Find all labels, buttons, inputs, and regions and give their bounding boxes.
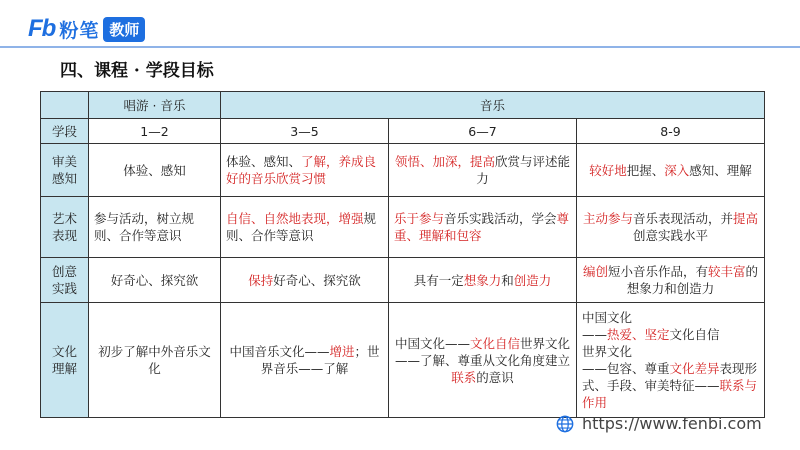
cell-text: ；世界音乐——了解	[260, 344, 380, 376]
highlight-text: 尊重、理解和包容	[394, 211, 570, 243]
highlight-text: 联系	[451, 369, 477, 385]
cell-text: 好奇心、探究欲	[273, 272, 361, 288]
highlight-text: 创造力	[513, 272, 552, 288]
table-row	[41, 303, 765, 418]
table-cell	[577, 258, 765, 303]
table-cell	[89, 303, 221, 418]
highlight-text: 编创	[582, 264, 608, 279]
cell-text: 表现形式、手段、审美特征——	[582, 361, 758, 393]
cell-text: 好奇心、探究欲	[110, 272, 199, 288]
table-cell	[577, 144, 765, 197]
cell-text: 的想象力和创造力	[626, 264, 759, 296]
brand-mark: Fb	[28, 15, 56, 42]
grade-1-2: 1—2	[89, 119, 221, 144]
footer-url-text: https://www.fenbi.com	[582, 414, 762, 433]
table-cell	[89, 197, 221, 258]
highlight-text: 较好地	[589, 162, 627, 178]
row-label: 艺术表现	[41, 197, 89, 258]
highlight-text: 较丰富	[708, 264, 746, 279]
header-yinyue: 音乐	[221, 92, 765, 119]
grade-row-label: 学段	[41, 119, 89, 144]
cell-text: 中国文化 ——	[582, 310, 633, 342]
highlight-text: 文化差异	[669, 361, 720, 376]
grade-3-5: 3—5	[221, 119, 389, 144]
table-row	[41, 258, 765, 303]
table-cell	[89, 258, 221, 303]
grade-6-7: 6—7	[389, 119, 577, 144]
cell-text: 创意实践水平	[633, 228, 709, 243]
header-corner	[41, 92, 89, 119]
table-cell	[221, 197, 389, 258]
cell-text: 中国文化——	[394, 335, 470, 351]
cell-text: 体验、感知、	[226, 154, 302, 169]
table-cell	[389, 197, 577, 258]
table-cell	[221, 144, 389, 197]
brand-badge: 教师	[103, 17, 145, 42]
section-title: 四、课程 · 学段目标	[60, 61, 214, 81]
table-cell	[389, 303, 577, 418]
table-cell	[221, 303, 389, 418]
cell-text: 世界文化——了解、尊重从文化角度建立	[394, 335, 571, 368]
grade-8-9: 8-9	[577, 119, 765, 144]
cell-text: 音乐表现活动，并	[633, 211, 734, 226]
highlight-text: 保持	[248, 272, 274, 288]
highlight-text: 领悟、加深，提高	[394, 154, 495, 169]
table-header-row	[41, 92, 765, 119]
cell-text: 短小音乐作品，有	[607, 264, 708, 279]
grade-row	[41, 119, 765, 144]
highlight-text: 联系与作用	[582, 378, 758, 410]
cell-text: 体验、感知	[123, 162, 186, 178]
highlight-text: 乐于参与	[394, 211, 445, 226]
cell-text: 规则、合作等意识	[226, 211, 377, 243]
table-cell	[577, 197, 765, 258]
cell-text: 文化自信 世界文化 ——包容、尊重	[582, 327, 720, 376]
cell-text: 的意识	[476, 369, 514, 385]
cell-text: 中国音乐文化——	[229, 344, 330, 359]
cell-text: 感知、理解	[689, 162, 752, 178]
table-cell	[389, 144, 577, 197]
table-row	[41, 144, 765, 197]
cell-text: 和	[501, 272, 514, 288]
highlight-text: 想象力	[463, 272, 502, 288]
highlight-text: 深入	[664, 162, 690, 178]
row-label: 创意实践	[41, 258, 89, 303]
highlight-text: 提高	[733, 211, 759, 226]
highlight-text: 热爱、坚定	[607, 327, 670, 342]
highlight-text: 了解，养成良好的音乐欣赏习惯	[226, 154, 377, 186]
header-changyou: 唱游 · 音乐	[89, 92, 221, 119]
cell-text: 音乐实践活动，学会	[444, 211, 557, 226]
table-cell	[389, 258, 577, 303]
cell-text: 把握、	[626, 162, 665, 178]
brand-name: 粉笔	[59, 19, 100, 42]
goals-table	[40, 91, 765, 418]
highlight-text: 主动参与	[582, 211, 633, 226]
row-label: 审美感知	[41, 144, 89, 197]
row-label: 文化理解	[41, 303, 89, 418]
brand-logo	[28, 14, 145, 44]
table-cell	[89, 144, 221, 197]
cell-text: 欣赏与评述能力	[476, 154, 571, 186]
table-cell	[577, 303, 765, 418]
cell-text: 具有一定	[413, 272, 464, 288]
table-row	[41, 197, 765, 258]
highlight-text: 增进	[329, 344, 355, 359]
cell-text: 参与活动，树立规则、合作等意识	[94, 211, 195, 243]
globe-icon	[556, 415, 574, 433]
header-divider	[0, 46, 800, 48]
highlight-text: 自信、自然地表现，增强	[226, 211, 364, 226]
footer-url[interactable]	[556, 414, 762, 433]
cell-text: 初步了解中外音乐文化	[98, 344, 211, 376]
table-cell	[221, 258, 389, 303]
highlight-text: 文化自信	[469, 335, 520, 351]
